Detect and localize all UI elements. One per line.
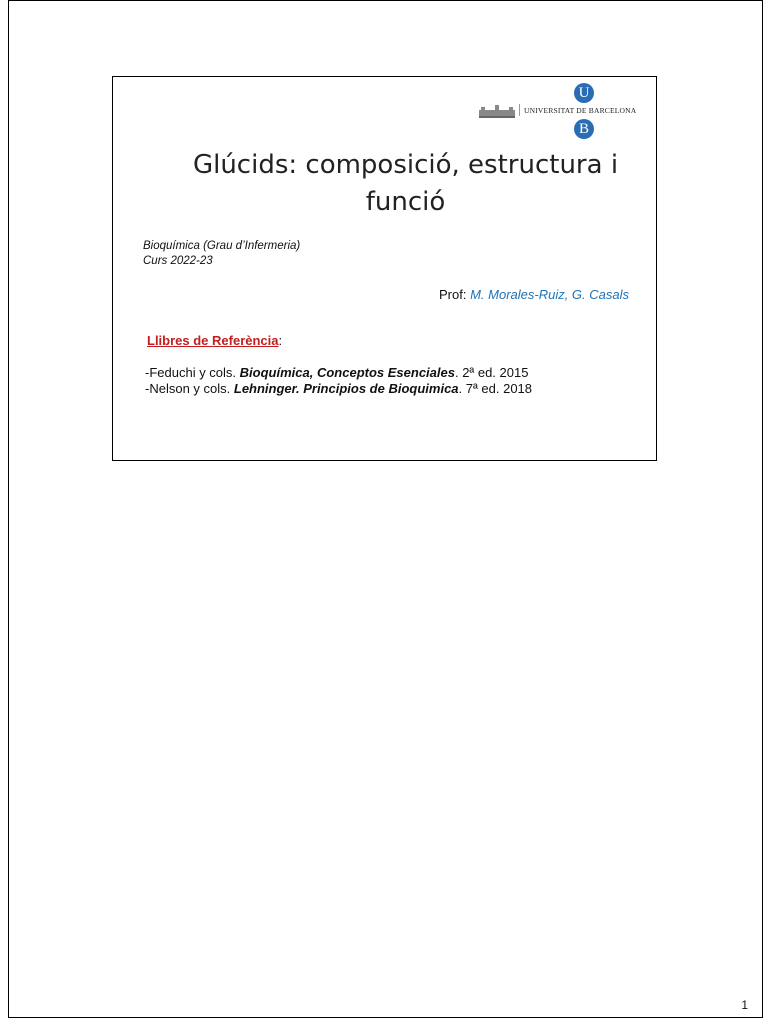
references-list [145,365,532,397]
references-heading-label: Llibres de Referència [147,333,279,348]
reference-edition: . 7ª ed. 2018 [458,381,533,396]
reference-author: -Nelson y cols. [145,381,231,396]
reference-item [145,381,532,397]
logo-letter-b: B [574,119,594,139]
references-heading [147,333,282,348]
prof-label: Prof: [438,287,467,302]
page-number: 1 [741,998,748,1012]
reference-item [145,365,532,381]
reference-title: Lehninger. Principios de Bioquimica [233,381,459,396]
reference-edition: . 2ª ed. 2015 [454,365,529,380]
reference-title: Bioquímica, Conceptos Esenciales [239,365,455,380]
course-name: Bioquímica (Grau d’Infermeria) [143,240,301,252]
university-logo [479,83,644,139]
slide [112,76,657,461]
logo-divider [519,104,520,116]
course-year: Curs 2022-23 [143,255,213,267]
professors [439,287,629,302]
logo-text: UNIVERSITAT DE BARCELONA [524,106,637,115]
references-heading-colon: : [278,333,283,348]
reference-author: -Feduchi y cols. [145,365,237,380]
course-info [143,239,300,269]
building-icon [479,104,515,118]
slide-title: Glúcids: composició, estructura i funció [192,150,619,217]
logo-letter-u: U [574,83,594,103]
prof-names: M. Morales-Ruiz, G. Casals [470,287,629,302]
